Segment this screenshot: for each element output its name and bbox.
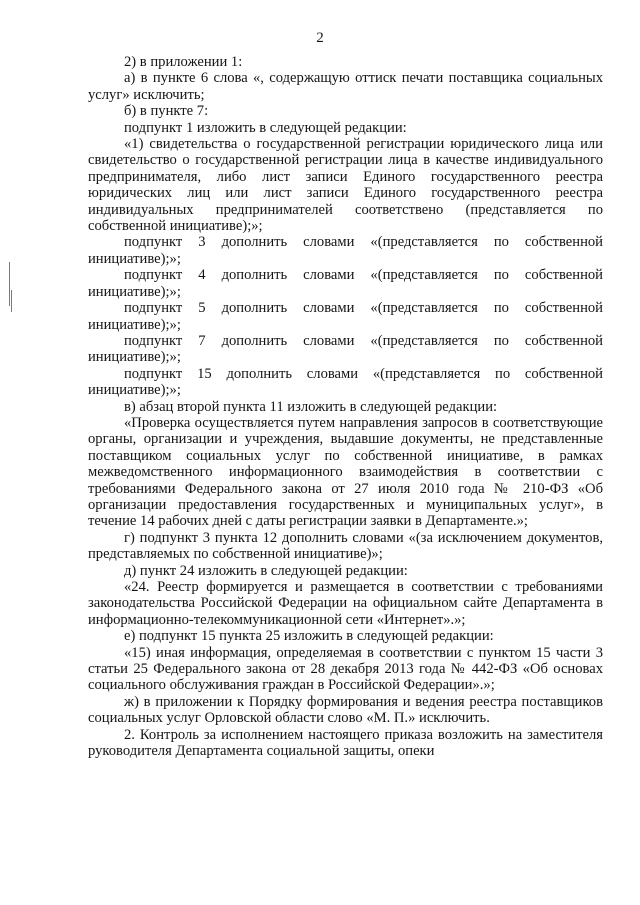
paragraph-item-g: г) подпункт 3 пункта 12 дополнить словами «(за исключением документов, представляемых по собственной инициативе)»; xyxy=(88,529,603,563)
paragraph-registry-text: «24. Реестр формируется и размещается в соответствии с требованиями законодательства Российской Федерации на официальном сайте Департамента в информационно-телекоммуникационной сети «Интернет».»; xyxy=(88,579,603,628)
paragraph-subitem-3: подпункт 3 дополнить словами «(представляется по собственной инициативе);»; xyxy=(88,234,603,267)
paragraph-subitem-4: подпункт 4 дополнить словами «(представляется по собственной инициативе);»; xyxy=(88,267,603,300)
paragraph-subitem-5: подпункт 5 дополнить словами «(представляется по собственной инициативе);»; xyxy=(88,300,603,333)
paragraph-item-e: е) подпункт 15 пункта 25 изложить в следующей редакции: xyxy=(124,628,494,645)
paragraph-info-text: «15) иная информация, определяемая в соответствии с пунктом 15 части 3 статьи 25 Федерального закона от 28 декабря 2013 года № 442-ФЗ «Об основах социального обслуживания граждан в Российской Федерации».»; xyxy=(88,644,603,694)
paragraph-item-d: д) пункт 24 изложить в следующей редакции: xyxy=(124,562,408,579)
paragraph-subitem-15: подпункт 15 дополнить словами «(представляется по собственной инициативе);»; xyxy=(88,365,603,399)
margin-mark xyxy=(11,290,12,312)
paragraph-control: 2. Контроль за исполнением настоящего приказа возложить на заместителя руководителя Департамента социальной защиты, опеки xyxy=(88,726,603,760)
document-body xyxy=(88,54,603,759)
page-number: 2 xyxy=(316,30,324,46)
paragraph-appendix-1: 2) в приложении 1: xyxy=(124,54,243,70)
paragraph-subitem-1-text: «1) свидетельства о государственной регистрации юридического лица или свидетельство о государственной регистрации лица в качестве индивидуального предпринимателя, либо лист записи Единого государственного реестра юридических лиц или лист записи Единого государственного реестра индивидуальных предпринимателей соответствено (представляется по собственной инициативе);»; xyxy=(88,136,603,235)
margin-mark xyxy=(9,262,10,306)
paragraph-item-a: а) в пункте 6 слова «, содержащую оттиск печати поставщика социальных услуг» исключить; xyxy=(88,70,603,103)
paragraph-check-text: «Проверка осуществляется путем направления запросов в соответствующие органы, организации и учреждения, выдавшие документы, не представленные поставщиком социальных услуг по собственной инициативе, в рамках межведомственного информационного взаимодействия в соответствии с требованиями Федерального закона от 27 июля 2010 года № 210-ФЗ «Об организации предоставления государственных и муниципальных услуг», в течение 14 рабочих дней с даты регистрации заявки в Департаменте.»; xyxy=(88,414,603,530)
paragraph-item-b: б) в пункте 7: xyxy=(124,103,209,120)
paragraph-subitem-1-intro: подпункт 1 изложить в следующей редакции: xyxy=(124,119,407,136)
paragraph-item-zh: ж) в приложении к Порядку формирования и ведения реестра поставщиков социальных услуг Орловской области слово «М. П.» исключить. xyxy=(88,693,603,727)
paragraph-subitem-7: подпункт 7 дополнить словами «(представляется по собственной инициативе);»; xyxy=(88,332,603,366)
paragraph-item-v: в) абзац второй пункта 11 изложить в следующей редакции: xyxy=(124,398,498,415)
